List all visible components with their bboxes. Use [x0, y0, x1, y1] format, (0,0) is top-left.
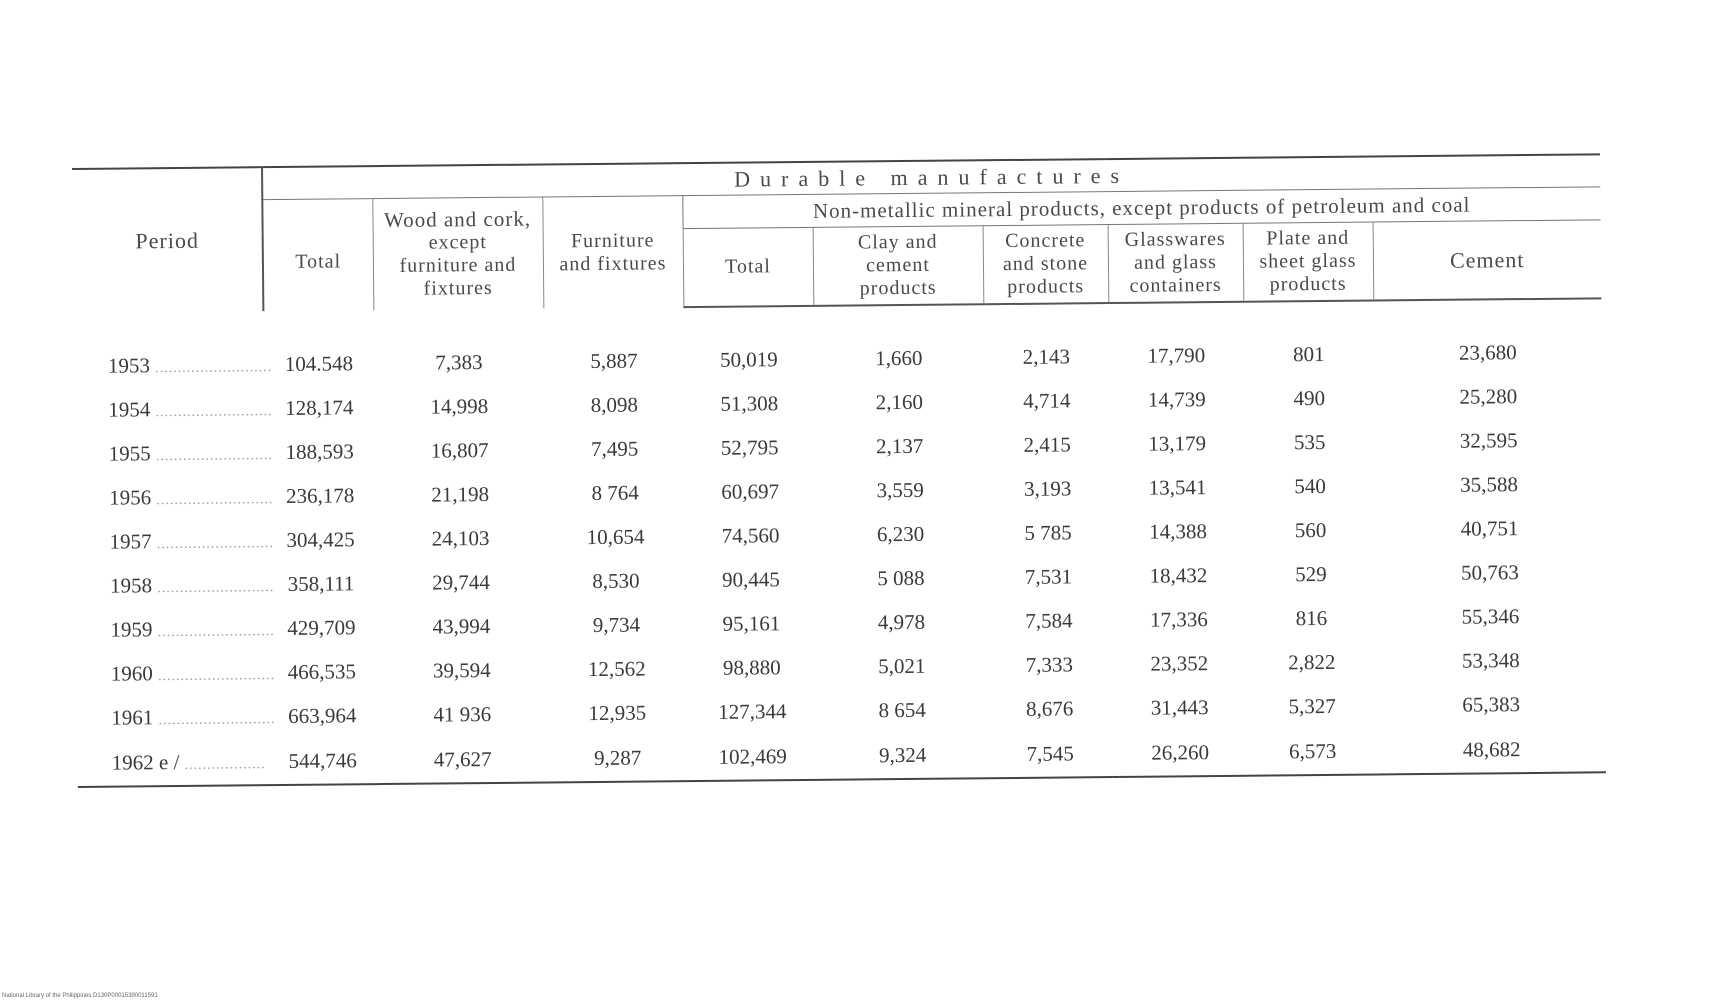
clay-cement-cell: 5 088	[877, 565, 925, 590]
glassware-cell: 13,179	[1148, 430, 1207, 456]
furniture-cell: 9,734	[592, 612, 641, 637]
period-label: 1958	[109, 572, 153, 598]
period-cell	[76, 562, 275, 608]
period-label: 1959	[110, 616, 153, 642]
statistics-table-wrapper	[72, 153, 1606, 788]
nm-total-cell: 95,161	[722, 610, 781, 636]
total-cell: 429,709	[287, 614, 356, 640]
leader-dots: ..........................	[155, 359, 273, 376]
glassware-cell: 18,432	[1149, 562, 1208, 588]
clay-cement-cell: 4,978	[877, 609, 926, 634]
period-cell	[75, 474, 274, 520]
cement-cell: 32,595	[1459, 427, 1518, 453]
period-cell	[74, 342, 273, 388]
plate-glass-cell: 535	[1293, 429, 1326, 454]
cement-cell: 65,383	[1462, 691, 1521, 717]
period-label: 1955	[108, 440, 151, 466]
period-cell	[75, 430, 274, 476]
wood-cork-cell: 47,627	[433, 746, 492, 772]
plate-glass-header	[1243, 222, 1374, 302]
clay-header-line3: products	[859, 276, 937, 300]
plate-glass-cell: 540	[1294, 473, 1326, 498]
furniture-header-line1: Furniture	[570, 228, 655, 252]
durable-manufactures-header: Durable manufactures	[262, 154, 1600, 199]
period-cell	[77, 738, 267, 787]
total-cell: 358,111	[287, 570, 355, 596]
wood-cork-cell: 21,198	[431, 481, 490, 507]
furniture-cell: 10,654	[586, 524, 645, 549]
wood-cork-cell: 29,744	[432, 569, 490, 595]
concrete-header-line2: and stone	[1002, 252, 1089, 276]
clay-cement-cell: 6,230	[876, 521, 925, 546]
cement-cell: 55,346	[1461, 603, 1520, 629]
leader-dots: ..........................	[158, 667, 276, 684]
total-cell: 188,593	[285, 438, 354, 464]
nm-total-cell: 102,469	[718, 743, 787, 769]
leader-dots: ..........................	[158, 711, 276, 728]
glassware-cell: 13,541	[1148, 474, 1207, 500]
leader-dots: ..........................	[156, 535, 274, 552]
glass-header-line2: and glass	[1133, 251, 1217, 274]
wood-cork-cell: 41 936	[433, 701, 492, 727]
nm-total-cell: 60,697	[721, 478, 780, 504]
nm-total-cell: 51,308	[720, 390, 779, 416]
furniture-header	[542, 196, 683, 309]
glassware-header	[1108, 223, 1244, 303]
nm-total-cell: 90,445	[721, 566, 780, 592]
glassware-cell: 14,739	[1147, 386, 1206, 412]
clay-cement-cell: 2,160	[875, 389, 924, 414]
wood-cork-header-line1: Wood and cork,	[383, 206, 532, 232]
glassware-cell: 31,443	[1150, 694, 1209, 720]
concrete-stone-cell: 2,143	[1022, 343, 1071, 369]
leader-dots: ..........................	[155, 403, 273, 420]
period-header: Period	[72, 167, 263, 313]
nm-total-cell: 98,880	[722, 654, 781, 680]
leader-dots: ..........................	[156, 491, 274, 508]
clay-cement-cell: 8 654	[878, 697, 926, 722]
furniture-cell: 12,935	[588, 700, 647, 725]
plate-glass-cell: 2,822	[1288, 649, 1336, 674]
leader-dots: ..........................	[157, 623, 275, 640]
period-label: 1954	[108, 396, 151, 422]
wood-cork-cell: 43,994	[432, 613, 491, 639]
period-label: 1961	[111, 704, 154, 730]
plate-header-line1: Plate and	[1266, 226, 1350, 250]
period-label: 1957	[109, 528, 152, 554]
plate-glass-cell: 560	[1294, 517, 1327, 542]
library-watermark: National Library of the Philippines D130P00015390011591	[2, 993, 158, 999]
concrete-header-line1: Concrete	[1005, 229, 1086, 253]
non-metallic-header: Non-metallic mineral products, except products of petroleum and coal	[682, 187, 1600, 229]
cement-cell: 48,682	[1462, 736, 1521, 762]
total-cell: 544,746	[288, 747, 357, 773]
leader-dots: ..........................	[157, 579, 275, 596]
glassware-cell: 17,336	[1149, 606, 1208, 632]
cement-cell: 25,280	[1459, 383, 1518, 409]
plate-glass-cell: 816	[1295, 605, 1328, 630]
wood-cork-cell: 7,383	[435, 349, 483, 375]
total-cell: 663,964	[288, 702, 357, 728]
period-cell	[74, 386, 273, 432]
nm-total-header: Total	[683, 227, 814, 307]
total-cell: 304,425	[286, 526, 355, 552]
period-label: 1956	[109, 484, 152, 510]
concrete-header-line3: products	[1007, 275, 1085, 299]
wood-cork-cell: 24,103	[431, 525, 490, 551]
furniture-cell: 5,887	[590, 348, 638, 373]
clay-cement-cell: 3,559	[876, 477, 924, 502]
furniture-cell: 8,098	[590, 392, 639, 417]
total-cell: 104.548	[284, 350, 354, 376]
wood-cork-header-line4: fixtures	[423, 277, 493, 300]
period-cell	[77, 694, 276, 740]
clay-cement-cell: 2,137	[875, 433, 924, 458]
nm-total-cell: 50,019	[719, 346, 778, 372]
clay-cement-cell: 5,021	[878, 653, 926, 678]
period-cell	[76, 606, 275, 652]
concrete-stone-cell: 5 785	[1024, 519, 1072, 545]
wood-cork-header-line3: furniture and	[399, 253, 517, 277]
concrete-stone-cell: 4,714	[1023, 387, 1071, 413]
concrete-stone-cell: 7,584	[1025, 607, 1073, 633]
furniture-header-line2: and fixtures	[559, 251, 667, 275]
concrete-stone-cell: 8,676	[1025, 695, 1074, 721]
total-cell: 128,174	[285, 394, 354, 420]
plate-glass-cell: 6,573	[1288, 738, 1337, 763]
furniture-cell: 8,530	[592, 568, 640, 593]
total-cell: 466,535	[287, 658, 357, 684]
cement-cell: 23,680	[1458, 339, 1517, 365]
clay-header-line1: Clay and	[857, 230, 938, 254]
concrete-stone-cell: 7,531	[1024, 563, 1073, 589]
nm-total-cell: 52,795	[720, 434, 779, 460]
plate-header-line3: products	[1269, 272, 1347, 296]
furniture-cell: 9,287	[593, 745, 642, 770]
period-label: 1953	[107, 352, 151, 378]
furniture-cell: 8 764	[591, 480, 639, 505]
wood-cork-header	[372, 197, 543, 310]
wood-cork-cell: 16,807	[430, 437, 489, 463]
glassware-cell: 17,790	[1147, 342, 1206, 368]
total-header: Total	[295, 250, 342, 273]
concrete-stone-cell: 3,193	[1023, 475, 1072, 501]
total-cell: 236,178	[285, 482, 355, 508]
cement-cell: 35,588	[1460, 471, 1519, 497]
glassware-cell: 23,352	[1150, 650, 1209, 676]
plate-glass-cell: 490	[1293, 385, 1326, 410]
clay-cement-header	[813, 226, 984, 306]
plate-header-line2: sheet glass	[1259, 249, 1357, 273]
glass-header-line1: Glasswares	[1124, 227, 1226, 251]
plate-glass-cell: 801	[1292, 341, 1325, 366]
cement-cell: 53,348	[1461, 647, 1520, 673]
clay-header-line2: cement	[865, 253, 930, 277]
period-label: 1962 e /	[111, 749, 180, 775]
period-label: 1960	[110, 660, 153, 686]
cement-cell: 40,751	[1460, 515, 1519, 541]
concrete-stone-cell: 7,333	[1025, 651, 1074, 677]
cement-header: Cement	[1373, 220, 1602, 301]
concrete-stone-header	[983, 225, 1109, 305]
concrete-stone-cell: 2,415	[1023, 431, 1071, 457]
period-cell	[77, 650, 276, 696]
concrete-stone-cell: 7,545	[1026, 740, 1074, 766]
table-body	[73, 298, 1606, 787]
cement-cell: 50,763	[1460, 559, 1519, 585]
period-cell	[75, 518, 274, 564]
glass-header-line3: containers	[1129, 273, 1222, 297]
wood-cork-cell: 14,998	[430, 393, 489, 419]
clay-cement-cell: 1,660	[875, 345, 923, 370]
plate-glass-cell: 5,327	[1288, 693, 1336, 718]
furniture-cell: 12,562	[587, 656, 646, 681]
clay-cement-cell: 9,324	[878, 742, 927, 767]
plate-glass-cell: 529	[1295, 561, 1327, 586]
furniture-cell: 7,495	[590, 436, 639, 461]
leader-dots: ..................	[184, 756, 266, 773]
glassware-cell: 14,388	[1149, 518, 1208, 544]
glassware-cell: 26,260	[1151, 739, 1210, 765]
wood-cork-cell: 39,594	[432, 657, 491, 683]
leader-dots: ..........................	[155, 447, 274, 464]
wood-cork-header-line2: except	[428, 231, 487, 254]
nm-total-cell: 74,560	[721, 522, 780, 548]
durable-manufactures-table	[72, 153, 1606, 788]
nm-total-cell: 127,344	[718, 698, 787, 724]
